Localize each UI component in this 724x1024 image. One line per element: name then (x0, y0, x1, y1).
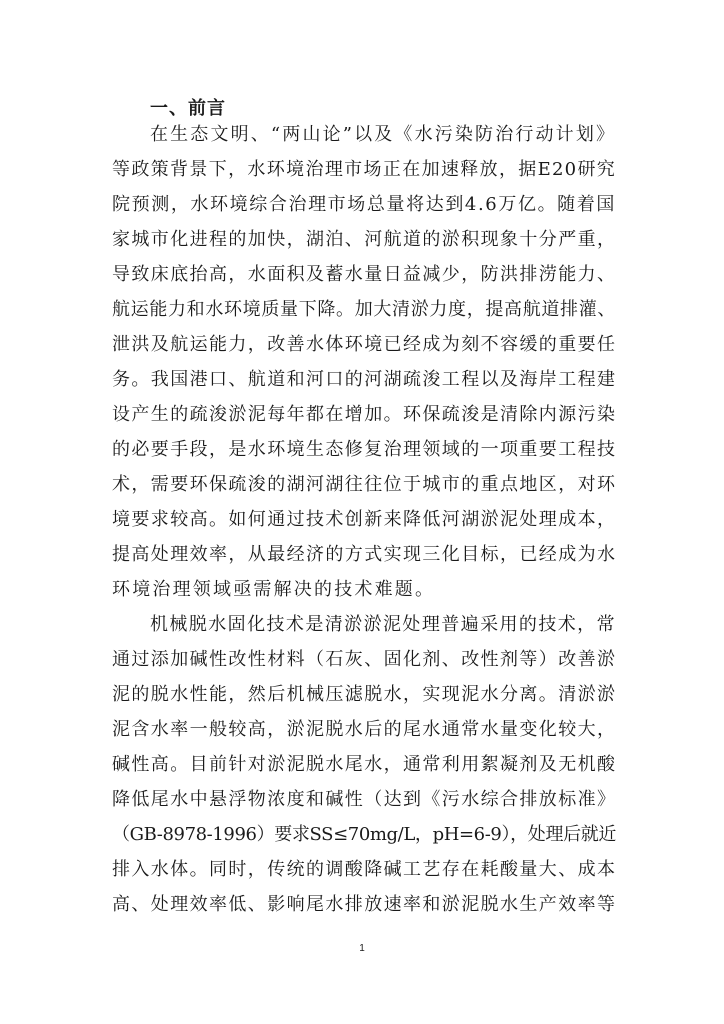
paragraph-1-line-8: 务。我国港口、航道和河口的河湖疏浚工程以及海岸工程建 (112, 369, 616, 390)
paragraph-2-line-5: 碱性高。目前针对淤泥脱水尾水，通常利用絮凝剂及无机酸 (112, 754, 616, 775)
paragraph-1-line-12: 境要求较高。如何通过技术创新来降低河湖淤泥处理成本， (112, 509, 616, 530)
paragraph-2-line-1: 机械脱水固化技术是清淤淤泥处理普遍采用的技术，常 (150, 614, 616, 635)
paragraph-2-line-3: 泥的脱水性能，然后机械压滤脱水，实现泥水分离。清淤淤 (112, 684, 616, 705)
paragraph-2-line-2: 通过添加碱性改性材料（石灰、固化剂、改性剂等）改善淤 (112, 649, 616, 670)
paragraph-1-line-10: 的必要手段，是水环境生态修复治理领域的一项重要工程技 (112, 439, 616, 460)
paragraph-1-line-13: 提高处理效率，从最经济的方式实现三化目标，已经成为水 (112, 544, 616, 565)
section-heading: 一、前言 (150, 98, 226, 119)
paragraph-2-line-4: 泥含水率一般较高，淤泥脱水后的尾水通常水量变化较大， (112, 719, 616, 740)
paragraph-1-line-4: 家城市化进程的加快，湖泊、河航道的淤积现象十分严重， (112, 229, 616, 250)
paragraph-1-line-1: 在生态文明、“两山论”以及《水污染防治行动计划》 (150, 124, 616, 145)
page-number: 1 (359, 943, 365, 954)
paragraph-2-line-8: 排入水体。同时，传统的调酸降碱工艺存在耗酸量大、成本 (112, 859, 616, 880)
paragraph-1-line-14: 环境治理领域亟需解决的技术难题。 (112, 579, 436, 600)
paragraph-1-line-5: 导致床底抬高，水面积及蓄水量日益减少，防洪排涝能力、 (112, 264, 616, 285)
paragraph-1-line-11: 术，需要环保疏浚的湖河湖往往位于城市的重点地区，对环 (112, 474, 616, 495)
paragraph-1-line-3: 院预测，水环境综合治理市场总量将达到4.6万亿。随着国 (112, 194, 616, 215)
paragraph-1-line-2: 等政策背景下，水环境治理市场正在加速释放，据E20研究 (112, 159, 616, 180)
paragraph-2-line-6: 降低尾水中悬浮物浓度和碱性（达到《污水综合排放标准》 (112, 789, 616, 810)
paragraph-1-line-6: 航运能力和水环境质量下降。加大清淤力度，提高航道排灌、 (112, 299, 616, 320)
paragraph-1-line-9: 设产生的疏浚淤泥每年都在增加。环保疏浚是清除内源污染 (112, 404, 616, 425)
paragraph-1-line-7: 泄洪及航运能力，改善水体环境已经成为刻不容缓的重要任 (112, 334, 616, 355)
paragraph-2-line-7: （GB-8978-1996）要求SS≤70mg/L，pH=6-9），处理后就近 (112, 824, 616, 845)
paragraph-2-line-9: 高、处理效率低、影响尾水排放速率和淤泥脱水生产效率等 (112, 894, 616, 915)
